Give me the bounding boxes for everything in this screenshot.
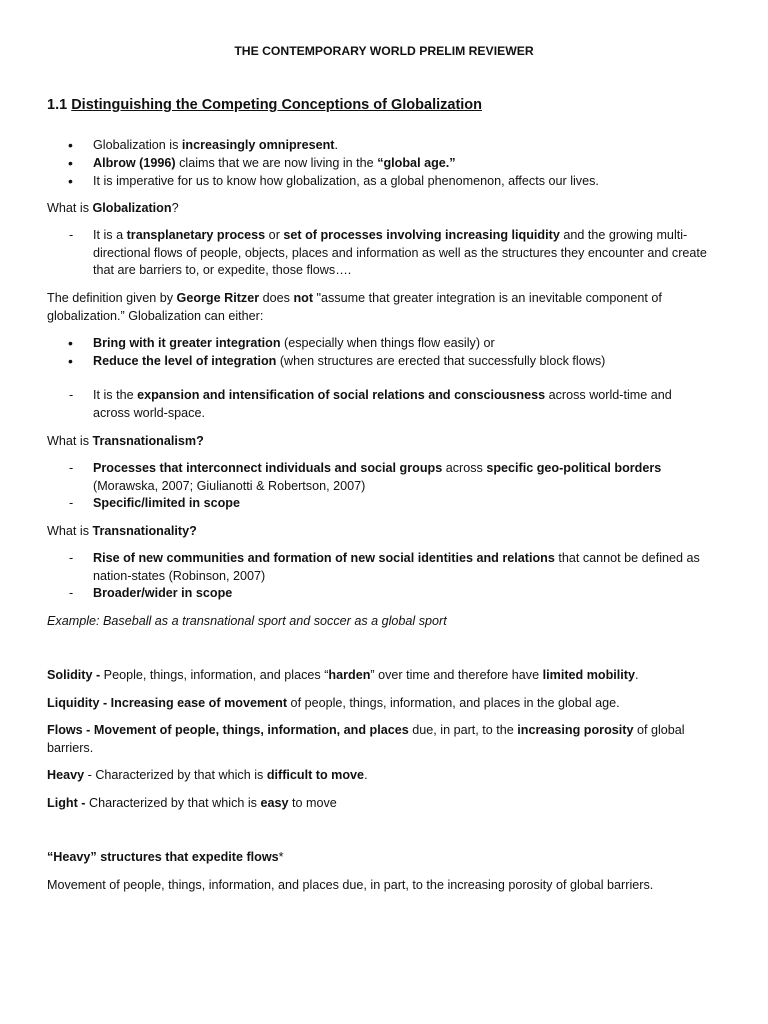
list-item: - Rise of new communities and formation of new social identities and relations that cannot be defined as nation-states (Robinson, 2007): [69, 551, 700, 583]
list-item: - Specific/limited in scope: [68, 495, 708, 513]
dash-marker: -: [69, 496, 74, 510]
list-item: • Reduce the level of integration (when structures are erected that successfully block flows): [68, 353, 606, 369]
dash-marker: -: [69, 388, 74, 402]
example-note: Example: Baseball as a transnational sport and soccer as a global sport: [47, 614, 447, 628]
dash-marker: -: [69, 586, 74, 600]
dash-marker: -: [69, 551, 74, 565]
dash-marker: -: [69, 228, 74, 242]
ritzer-paragraph: The definition given by George Ritzer does not "assume that greater integration is an inevitable component of globalization.” Globalization can either:: [47, 291, 662, 323]
bullet-icon: •: [68, 335, 73, 351]
term-heavy: Heavy - Characterized by that which is difficult to move.: [47, 768, 368, 782]
term-light: Light - Characterized by that which is easy to move: [47, 796, 337, 810]
term-flows: Flows - Movement of people, things, information, and places due, in part, to the increasing porosity of global barriers.: [47, 723, 685, 755]
closing-paragraph: Movement of people, things, information, and places due, in part, to the increasing porosity of global barriers.: [47, 878, 654, 892]
question-globalization: What is Globalization?: [47, 201, 179, 215]
bullet-icon: •: [68, 137, 73, 153]
question-transnationality: What is Transnationality?: [47, 524, 197, 538]
list-item: • Bring with it greater integration (especially when things flow easily) or: [68, 335, 495, 351]
asterisk-mark: *: [278, 850, 284, 864]
term-solidity: Solidity - People, things, information, and places “harden” over time and therefore have limited mobility.: [47, 668, 639, 682]
list-item: • It is imperative for us to know how globalization, as a global phenomenon, affects our lives.: [68, 173, 599, 189]
bullet-icon: •: [68, 173, 73, 189]
question-transnationalism: What is Transnationalism?: [47, 434, 204, 448]
bullet-icon: •: [68, 155, 73, 171]
bullet-icon: •: [68, 353, 73, 369]
list-item: - Broader/wider in scope: [68, 585, 708, 603]
list-item: - It is a transplanetary process or set of processes involving increasing liquidity and the growing multi-directional flows of people, objects, places and information as well as the structures they encounter and create that are barriers to, or expedite, those flows….: [69, 228, 707, 277]
document-title: THE CONTEMPORARY WORLD PRELIM REVIEWER: [234, 44, 534, 58]
list-item: • Globalization is increasingly omnipresent.: [68, 137, 338, 153]
section-heading: 1.1 Distinguishing the Competing Conceptions of Globalization: [47, 97, 483, 113]
heavy-structures-heading: “Heavy” structures that expedite flows*: [47, 850, 284, 864]
list-item: - It is the expansion and intensification of social relations and consciousness across world-time and across world-space.: [69, 388, 672, 420]
list-item: • Albrow (1996) claims that we are now living in the “global age.”: [68, 155, 456, 171]
dash-marker: -: [69, 461, 74, 475]
list-item: - Processes that interconnect individuals and social groups across specific geo-political borders (Morawska, 2007; Giulianotti & Robertson, 2007): [69, 461, 662, 493]
term-liquidity: Liquidity - Increasing ease of movement of people, things, information, and places in the global age.: [47, 696, 620, 710]
